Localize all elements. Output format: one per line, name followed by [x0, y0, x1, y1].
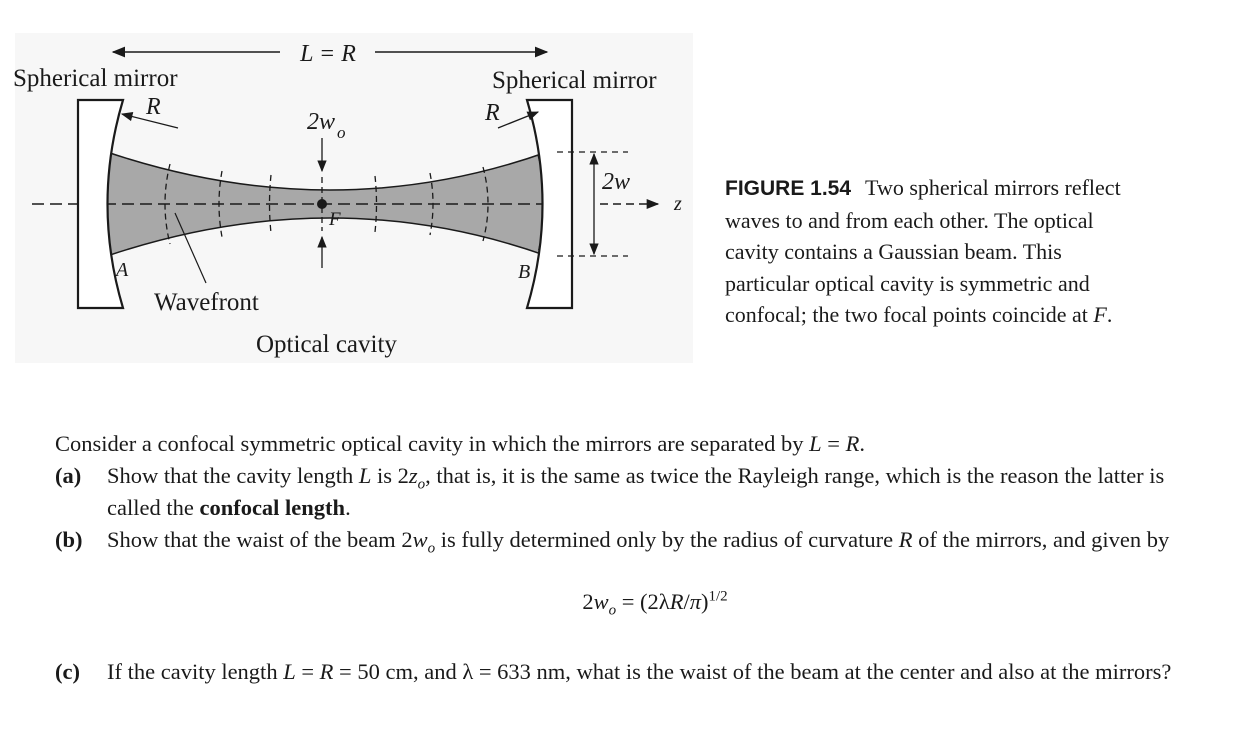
part-b-text-1: Show that the waist of the beam 2 [107, 527, 413, 552]
focal-point [317, 199, 327, 209]
label-l-eq-r: L = R [300, 41, 356, 67]
intro-end: . [859, 431, 865, 456]
figure-1-54-diagram [10, 28, 700, 368]
label-b: B [518, 261, 531, 283]
problem-part-a [55, 460, 1195, 524]
eq-r: R [669, 589, 684, 614]
part-a-l: L [358, 463, 372, 488]
confocal-length-term: confocal length [199, 495, 346, 520]
intro-r: R [845, 431, 860, 456]
part-b-marker: (b) [55, 527, 83, 552]
eq-middle: = (2λ [616, 589, 670, 614]
caption-f: F [1093, 302, 1107, 327]
part-a-text-2: is 2 [371, 463, 409, 488]
part-c-r: R [319, 659, 334, 684]
label-r-left: R [146, 94, 161, 120]
intro-text: Consider a confocal symmetric optical cavity in which the mirrors are separated by [55, 431, 810, 456]
figure-caption [725, 172, 1145, 331]
label-r-right: R [485, 100, 500, 126]
eq-pi: π [689, 589, 701, 614]
label-optical-cavity: Optical cavity [256, 331, 397, 358]
intro-l: L [809, 431, 822, 456]
part-a-z-sub: o [417, 476, 426, 493]
problem-intro [55, 428, 1195, 460]
label-z: z [674, 193, 682, 215]
part-b-text-3: of the mirrors, and given by [912, 527, 1170, 552]
part-a-text-3: , that is, it is the same as twice the Rayleigh range, which is the reason the latter is called the [107, 463, 1165, 520]
label-2w: 2w [602, 169, 631, 195]
problem-part-c [55, 656, 1195, 688]
eq-close: ) [700, 589, 709, 614]
label-a: A [116, 259, 129, 281]
part-b-r: R [898, 527, 913, 552]
part-c-text-2: = [295, 659, 320, 684]
eq-w: w [593, 589, 609, 614]
caption-period: . [1106, 302, 1113, 327]
part-a-marker: (a) [55, 463, 82, 488]
part-a-text-1: Show that the cavity length [107, 463, 359, 488]
label-f: F [329, 209, 341, 230]
part-c-marker: (c) [55, 659, 80, 684]
figure-label: FIGURE 1.54 [725, 177, 852, 200]
intro-eq: = [821, 431, 846, 456]
part-c-l: L [283, 659, 296, 684]
label-spherical-mirror-right: Spherical mirror [492, 67, 657, 94]
eq-w-sub: o [608, 602, 617, 619]
label-wavefront: Wavefront [154, 289, 259, 316]
eq-exponent: 1/2 [708, 588, 728, 605]
eq-slash: / [683, 589, 690, 614]
eq-lhs: 2 [582, 589, 594, 614]
label-spherical-mirror-left: Spherical mirror [13, 65, 178, 92]
part-b-w: w [412, 527, 428, 552]
problem-part-b [55, 524, 1195, 556]
part-a-z: z [408, 463, 418, 488]
part-b-w-sub: o [427, 540, 436, 557]
problem-text [55, 428, 1195, 688]
caption-text: Two spherical mirrors reflect waves to and from each other. The optical cavity contains a Gaussian beam. This particular optical cavity is symmetric and confocal; the two focal points coincide at [725, 175, 1121, 327]
part-c-text-1: If the cavity length [107, 659, 284, 684]
waist-equation [55, 586, 1195, 618]
part-b-text-2: is fully determined only by the radius of curvature [435, 527, 899, 552]
part-a-text-4: . [345, 495, 351, 520]
label-2w-o: 2w $_o$ [307, 109, 346, 142]
part-c-text-3: = 50 cm, and λ = 633 nm, what is the waist of the beam at the center and also at the mirrors? [333, 659, 1172, 684]
